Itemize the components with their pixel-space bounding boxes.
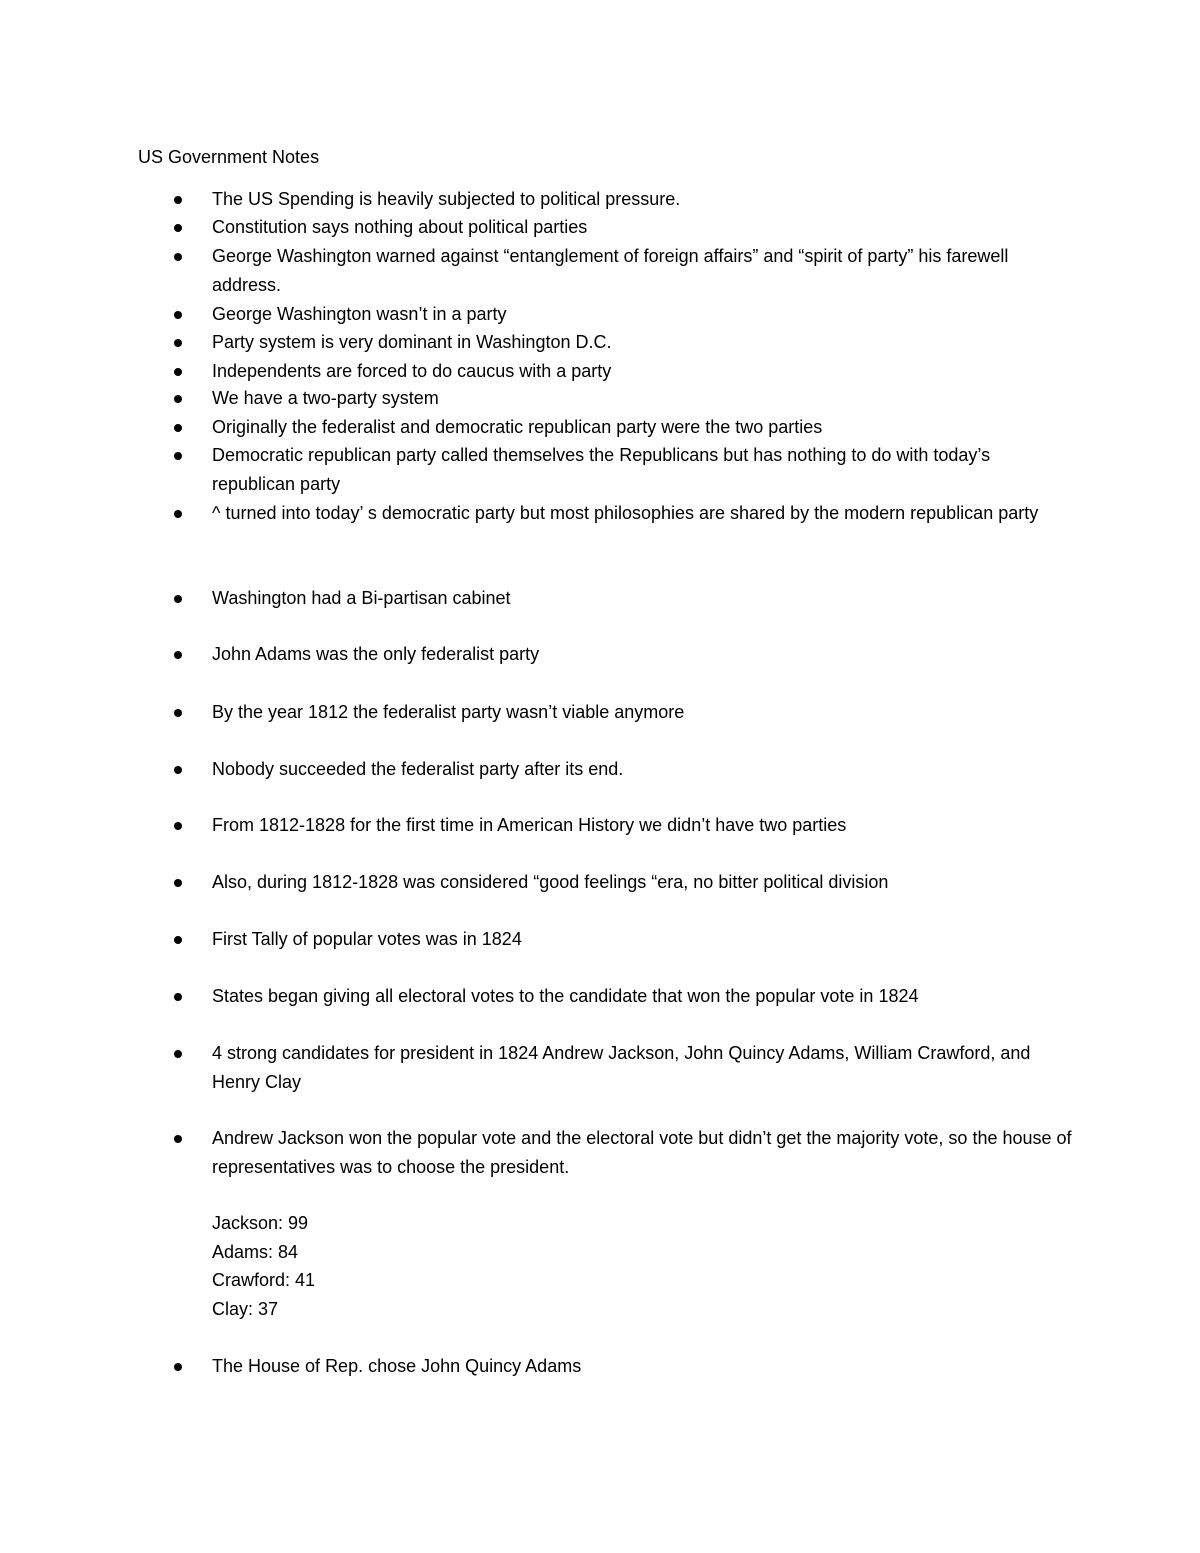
list-item: [212, 698, 1072, 727]
list-item-text: Independents are forced to do caucus with a party: [212, 361, 612, 381]
list-item: [212, 242, 1072, 299]
list-item-text: ^ turned into today’ s democratic party but most philosophies are shared by the modern republican party: [212, 503, 1039, 523]
list-item: [212, 584, 1072, 613]
list-item-text: From 1812-1828 for the first time in American History we didn’t have two parties: [212, 815, 847, 835]
bullet-icon: [174, 936, 182, 944]
bullet-icon: [174, 595, 182, 603]
bullet-icon: [174, 311, 182, 319]
list-item: [212, 925, 1072, 954]
list-item-text: First Tally of popular votes was in 1824: [212, 929, 522, 949]
list-item: [212, 982, 1072, 1011]
list-item-text: We have a two-party system: [212, 388, 439, 408]
list-item: [212, 441, 1072, 498]
list-item-text: Andrew Jackson won the popular vote and the electoral vote but didn’t get the majority vote, so the house of representatives was to choose the president.: [212, 1128, 1072, 1177]
list-item: [212, 357, 1072, 386]
list-item-text: Washington had a Bi-partisan cabinet: [212, 588, 511, 608]
list-item: [212, 868, 1072, 897]
list-item: [212, 413, 1072, 442]
list-item: [212, 213, 1072, 242]
list-item-text: Also, during 1812-1828 was considered “good feelings “era, no bitter political division: [212, 872, 889, 892]
vote-line-jackson: Jackson: 99: [212, 1213, 309, 1233]
bullet-icon: [174, 1050, 182, 1058]
bullet-icon: [174, 822, 182, 830]
bullet-icon: [174, 368, 182, 376]
list-item-text: Democratic republican party called themselves the Republicans but has nothing to do with today’s republican party: [212, 445, 991, 494]
list-item-text: John Adams was the only federalist party: [212, 644, 540, 664]
list-item-text: Party system is very dominant in Washington D.C.: [212, 332, 612, 352]
bullet-icon: [174, 424, 182, 432]
list-item: [212, 755, 1072, 784]
vote-line-adams: Adams: 84: [212, 1241, 299, 1262]
bullet-icon: [174, 196, 182, 204]
bullet-icon: [174, 709, 182, 717]
list-item: [212, 1124, 1072, 1181]
document-title: US Government Notes: [138, 147, 320, 167]
list-item: [212, 640, 1072, 669]
bullet-icon: [174, 452, 182, 460]
bullet-icon: [174, 651, 182, 659]
list-item: [212, 185, 1072, 214]
list-item-text: George Washington wasn’t in a party: [212, 304, 507, 324]
vote-line-clay: Clay: 37: [212, 1298, 279, 1319]
vote-tally: [212, 1209, 315, 1323]
list-item: [212, 300, 1072, 329]
list-item-text: 4 strong candidates for president in 1824 Andrew Jackson, John Quincy Adams, William Crawford, and Henry Clay: [212, 1043, 1031, 1092]
bullet-icon: [174, 339, 182, 347]
bullet-icon: [174, 879, 182, 887]
list-item-text: Constitution says nothing about political parties: [212, 217, 588, 237]
list-item-text: Originally the federalist and democratic republican party were the two parties: [212, 417, 823, 437]
list-item-text: George Washington warned against “entanglement of foreign affairs” and “spirit of party” his farewell address.: [212, 246, 1009, 295]
list-item: [212, 499, 1072, 528]
list-item: [212, 811, 1072, 840]
list-item: [212, 1352, 1072, 1381]
list-item-text: The US Spending is heavily subjected to political pressure.: [212, 189, 681, 209]
list-item: [212, 384, 1072, 413]
list-item: [212, 1039, 1072, 1096]
list-item: [212, 328, 1072, 357]
bullet-icon: [174, 253, 182, 261]
list-item-text: By the year 1812 the federalist party wasn’t viable anymore: [212, 702, 685, 722]
bullet-icon: [174, 993, 182, 1001]
bullet-icon: [174, 510, 182, 518]
bullet-icon: [174, 395, 182, 403]
bullet-icon: [174, 224, 182, 232]
list-item-text: Nobody succeeded the federalist party after its end.: [212, 759, 624, 779]
bullet-icon: [174, 1135, 182, 1143]
list-item-text: States began giving all electoral votes to the candidate that won the popular vote in 1824: [212, 986, 919, 1006]
list-item-text: The House of Rep. chose John Quincy Adams: [212, 1356, 582, 1376]
bullet-icon: [174, 766, 182, 774]
bullet-icon: [174, 1363, 182, 1371]
vote-line-crawford: Crawford: 41: [212, 1270, 316, 1290]
